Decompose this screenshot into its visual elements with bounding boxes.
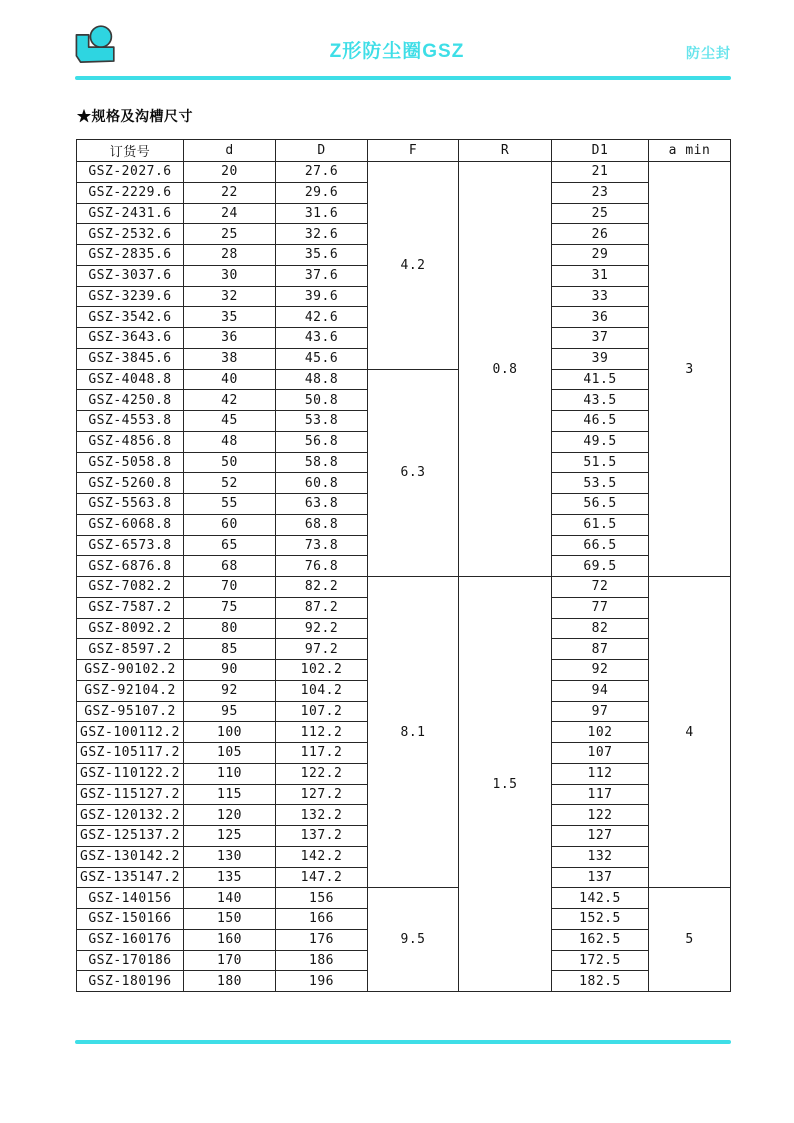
- d1-cell: 77: [552, 597, 649, 618]
- d-cell: 24: [184, 203, 276, 224]
- d1-cell: 162.5: [552, 929, 649, 950]
- order-no-cell: GSZ-95107.2: [77, 701, 184, 722]
- d1-cell: 87: [552, 639, 649, 660]
- table-row: [77, 369, 731, 390]
- d-cell: 40: [184, 369, 276, 390]
- d-cell: 95: [184, 701, 276, 722]
- d-cell: 70: [184, 577, 276, 598]
- col-header-a-min: a min: [649, 140, 731, 162]
- f-group-cell: 6.3: [368, 369, 459, 577]
- d1-cell: 46.5: [552, 411, 649, 432]
- order-no-cell: GSZ-110122.2: [77, 763, 184, 784]
- d1-cell: 56.5: [552, 494, 649, 515]
- big-d-cell: 107.2: [276, 701, 368, 722]
- order-no-cell: GSZ-3037.6: [77, 265, 184, 286]
- order-no-cell: GSZ-5058.8: [77, 452, 184, 473]
- page-title: Z形防尘圈GSZ: [329, 41, 465, 62]
- order-no-cell: GSZ-6876.8: [77, 556, 184, 577]
- order-no-cell: GSZ-8092.2: [77, 618, 184, 639]
- d1-cell: 29: [552, 245, 649, 266]
- d1-cell: 117: [552, 784, 649, 805]
- d1-cell: 94: [552, 680, 649, 701]
- f-group-cell: 4.2: [368, 162, 459, 370]
- order-no-cell: GSZ-7082.2: [77, 577, 184, 598]
- d1-cell: 26: [552, 224, 649, 245]
- big-d-cell: 27.6: [276, 162, 368, 183]
- big-d-cell: 43.6: [276, 328, 368, 349]
- order-no-cell: GSZ-160176: [77, 929, 184, 950]
- order-no-cell: GSZ-115127.2: [77, 784, 184, 805]
- order-no-cell: GSZ-105117.2: [77, 743, 184, 764]
- order-no-cell: GSZ-100112.2: [77, 722, 184, 743]
- big-d-cell: 37.6: [276, 265, 368, 286]
- big-d-cell: 35.6: [276, 245, 368, 266]
- big-d-cell: 196: [276, 971, 368, 992]
- d-cell: 36: [184, 328, 276, 349]
- d1-cell: 41.5: [552, 369, 649, 390]
- d-cell: 85: [184, 639, 276, 660]
- d-cell: 35: [184, 307, 276, 328]
- big-d-cell: 31.6: [276, 203, 368, 224]
- d1-cell: 102: [552, 722, 649, 743]
- a-min-group-cell: 4: [649, 577, 731, 888]
- section-heading: ★规格及沟槽尺寸: [77, 108, 193, 124]
- d-cell: 60: [184, 514, 276, 535]
- order-no-cell: GSZ-140156: [77, 888, 184, 909]
- col-header-d1: D1: [552, 140, 649, 162]
- order-no-cell: GSZ-92104.2: [77, 680, 184, 701]
- d-cell: 80: [184, 618, 276, 639]
- big-d-cell: 127.2: [276, 784, 368, 805]
- d-cell: 25: [184, 224, 276, 245]
- d-cell: 150: [184, 909, 276, 930]
- order-no-cell: GSZ-2027.6: [77, 162, 184, 183]
- col-header-order-no: 订货号: [77, 140, 184, 162]
- big-d-cell: 87.2: [276, 597, 368, 618]
- order-no-cell: GSZ-4553.8: [77, 411, 184, 432]
- d-cell: 20: [184, 162, 276, 183]
- d-cell: 30: [184, 265, 276, 286]
- order-no-cell: GSZ-3542.6: [77, 307, 184, 328]
- d1-cell: 51.5: [552, 452, 649, 473]
- d1-cell: 37: [552, 328, 649, 349]
- d1-cell: 127: [552, 826, 649, 847]
- col-header-r: R: [459, 140, 552, 162]
- big-d-cell: 82.2: [276, 577, 368, 598]
- d-cell: 65: [184, 535, 276, 556]
- big-d-cell: 147.2: [276, 867, 368, 888]
- d-cell: 92: [184, 680, 276, 701]
- big-d-cell: 39.6: [276, 286, 368, 307]
- d1-cell: 31: [552, 265, 649, 286]
- order-no-cell: GSZ-2229.6: [77, 182, 184, 203]
- order-no-cell: GSZ-170186: [77, 950, 184, 971]
- d1-cell: 97: [552, 701, 649, 722]
- big-d-cell: 29.6: [276, 182, 368, 203]
- col-header-d: d: [184, 140, 276, 162]
- d1-cell: 182.5: [552, 971, 649, 992]
- d1-cell: 39: [552, 348, 649, 369]
- col-header-big-d: D: [276, 140, 368, 162]
- big-d-cell: 137.2: [276, 826, 368, 847]
- d1-cell: 122: [552, 805, 649, 826]
- d-cell: 38: [184, 348, 276, 369]
- spec-table-body: [77, 162, 731, 992]
- d1-cell: 142.5: [552, 888, 649, 909]
- d-cell: 125: [184, 826, 276, 847]
- d-cell: 32: [184, 286, 276, 307]
- order-no-cell: GSZ-2431.6: [77, 203, 184, 224]
- order-no-cell: GSZ-6068.8: [77, 514, 184, 535]
- big-d-cell: 56.8: [276, 431, 368, 452]
- d1-cell: 152.5: [552, 909, 649, 930]
- d-cell: 45: [184, 411, 276, 432]
- d1-cell: 66.5: [552, 535, 649, 556]
- a-min-group-cell: 3: [649, 162, 731, 577]
- d-cell: 100: [184, 722, 276, 743]
- order-no-cell: GSZ-125137.2: [77, 826, 184, 847]
- d-cell: 50: [184, 452, 276, 473]
- d-cell: 115: [184, 784, 276, 805]
- big-d-cell: 97.2: [276, 639, 368, 660]
- big-d-cell: 117.2: [276, 743, 368, 764]
- f-group-cell: 8.1: [368, 577, 459, 888]
- d-cell: 130: [184, 846, 276, 867]
- big-d-cell: 60.8: [276, 473, 368, 494]
- order-no-cell: GSZ-2835.6: [77, 245, 184, 266]
- big-d-cell: 58.8: [276, 452, 368, 473]
- table-row: [77, 162, 731, 183]
- table-row: [77, 888, 731, 909]
- order-no-cell: GSZ-5563.8: [77, 494, 184, 515]
- d1-cell: 107: [552, 743, 649, 764]
- order-no-cell: GSZ-150166: [77, 909, 184, 930]
- big-d-cell: 166: [276, 909, 368, 930]
- a-min-group-cell: 5: [649, 888, 731, 992]
- order-no-cell: GSZ-3845.6: [77, 348, 184, 369]
- order-no-cell: GSZ-4856.8: [77, 431, 184, 452]
- d1-cell: 53.5: [552, 473, 649, 494]
- d-cell: 135: [184, 867, 276, 888]
- order-no-cell: GSZ-2532.6: [77, 224, 184, 245]
- order-no-cell: GSZ-90102.2: [77, 660, 184, 681]
- header-row: [77, 140, 731, 162]
- order-no-cell: GSZ-180196: [77, 971, 184, 992]
- d1-cell: 33: [552, 286, 649, 307]
- big-d-cell: 76.8: [276, 556, 368, 577]
- big-d-cell: 68.8: [276, 514, 368, 535]
- order-no-cell: GSZ-6573.8: [77, 535, 184, 556]
- d1-cell: 82: [552, 618, 649, 639]
- order-no-cell: GSZ-7587.2: [77, 597, 184, 618]
- big-d-cell: 122.2: [276, 763, 368, 784]
- big-d-cell: 132.2: [276, 805, 368, 826]
- col-header-f: F: [368, 140, 459, 162]
- header-divider-rule: [75, 76, 731, 80]
- d-cell: 22: [184, 182, 276, 203]
- big-d-cell: 156: [276, 888, 368, 909]
- big-d-cell: 104.2: [276, 680, 368, 701]
- d1-cell: 137: [552, 867, 649, 888]
- big-d-cell: 32.6: [276, 224, 368, 245]
- table-row: [77, 577, 731, 598]
- spec-table: [76, 139, 731, 992]
- d-cell: 90: [184, 660, 276, 681]
- corner-label: 防尘封: [686, 45, 731, 61]
- big-d-cell: 42.6: [276, 307, 368, 328]
- d-cell: 160: [184, 929, 276, 950]
- d1-cell: 21: [552, 162, 649, 183]
- d-cell: 28: [184, 245, 276, 266]
- d1-cell: 172.5: [552, 950, 649, 971]
- d-cell: 75: [184, 597, 276, 618]
- d-cell: 120: [184, 805, 276, 826]
- d-cell: 68: [184, 556, 276, 577]
- big-d-cell: 102.2: [276, 660, 368, 681]
- d1-cell: 23: [552, 182, 649, 203]
- order-no-cell: GSZ-130142.2: [77, 846, 184, 867]
- d1-cell: 25: [552, 203, 649, 224]
- order-no-cell: GSZ-135147.2: [77, 867, 184, 888]
- order-no-cell: GSZ-4250.8: [77, 390, 184, 411]
- d-cell: 180: [184, 971, 276, 992]
- d1-cell: 72: [552, 577, 649, 598]
- d1-cell: 49.5: [552, 431, 649, 452]
- big-d-cell: 53.8: [276, 411, 368, 432]
- d-cell: 55: [184, 494, 276, 515]
- d1-cell: 36: [552, 307, 649, 328]
- order-no-cell: GSZ-5260.8: [77, 473, 184, 494]
- d1-cell: 69.5: [552, 556, 649, 577]
- big-d-cell: 112.2: [276, 722, 368, 743]
- order-no-cell: GSZ-120132.2: [77, 805, 184, 826]
- d1-cell: 43.5: [552, 390, 649, 411]
- order-no-cell: GSZ-3239.6: [77, 286, 184, 307]
- big-d-cell: 50.8: [276, 390, 368, 411]
- big-d-cell: 176: [276, 929, 368, 950]
- f-group-cell: 9.5: [368, 888, 459, 992]
- big-d-cell: 186: [276, 950, 368, 971]
- big-d-cell: 63.8: [276, 494, 368, 515]
- big-d-cell: 142.2: [276, 846, 368, 867]
- d-cell: 52: [184, 473, 276, 494]
- d-cell: 105: [184, 743, 276, 764]
- big-d-cell: 73.8: [276, 535, 368, 556]
- big-d-cell: 92.2: [276, 618, 368, 639]
- big-d-cell: 45.6: [276, 348, 368, 369]
- d-cell: 170: [184, 950, 276, 971]
- order-no-cell: GSZ-8597.2: [77, 639, 184, 660]
- order-no-cell: GSZ-4048.8: [77, 369, 184, 390]
- footer-divider-rule: [75, 1040, 731, 1044]
- big-d-cell: 48.8: [276, 369, 368, 390]
- r-group-cell: 1.5: [459, 577, 552, 992]
- r-group-cell: 0.8: [459, 162, 552, 577]
- d1-cell: 92: [552, 660, 649, 681]
- d-cell: 42: [184, 390, 276, 411]
- order-no-cell: GSZ-3643.6: [77, 328, 184, 349]
- d-cell: 140: [184, 888, 276, 909]
- d1-cell: 112: [552, 763, 649, 784]
- d1-cell: 132: [552, 846, 649, 867]
- d1-cell: 61.5: [552, 514, 649, 535]
- d-cell: 48: [184, 431, 276, 452]
- d-cell: 110: [184, 763, 276, 784]
